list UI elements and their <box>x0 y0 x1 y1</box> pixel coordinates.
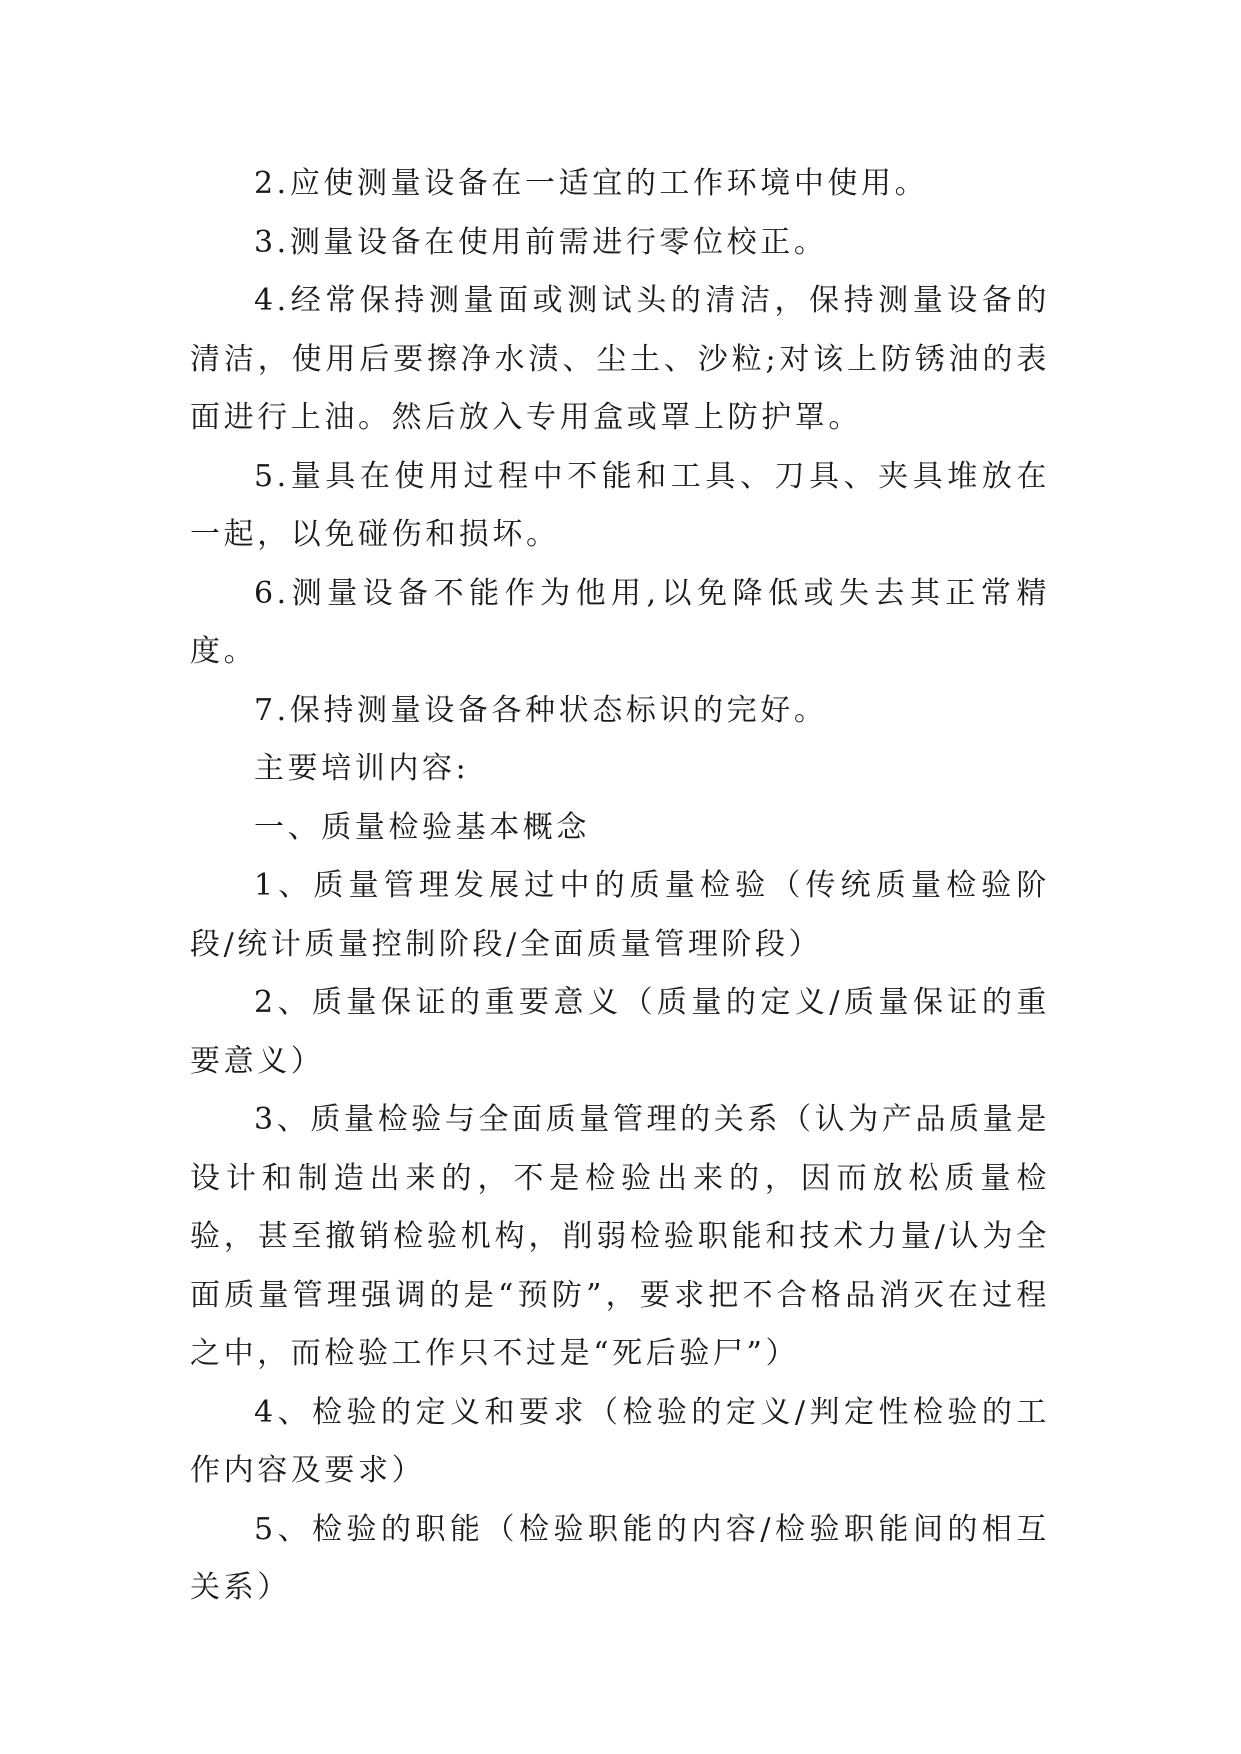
training-item-3: 3、质量检验与全面质量管理的关系（认为产品质量是设计和制造出来的，不是检验出来的，因而放松质量检验，甚至撤销检验机构，削弱检验职能和技术力量/认为全面质量管理强调的是“预防”，要求把不合格品消灭在过程之中，而检验工作只不过是“死后验尸”） <box>190 1102 1050 1371</box>
document-body <box>190 155 1050 1618</box>
training-item-4: 4、检验的定义和要求（检验的定义/判定性检验的工作内容及要求） <box>190 1394 1050 1488</box>
paragraph-item-2: 2.应使测量设备在一适宜的工作环境中使用。 <box>254 166 929 201</box>
training-content-heading: 主要培训内容: <box>254 751 470 786</box>
training-item-5: 5、检验的职能（检验职能的内容/检验职能间的相互关系） <box>190 1511 1050 1605</box>
paragraph-item-6: 6.测量设备不能作为他用,以免降低或失去其正常精度。 <box>190 575 1050 669</box>
training-item-2: 2、质量保证的重要意义（质量的定义/质量保证的重要意义） <box>190 985 1050 1079</box>
paragraph-item-4: 4.经常保持测量面或测试头的清洁，保持测量设备的清洁，使用后要擦净水渍、尘土、沙粒;对该上防锈油的表面进行上油。然后放入专用盒或罩上防护罩。 <box>190 283 1050 435</box>
section-heading-1: 一、质量检验基本概念 <box>254 809 590 845</box>
paragraph-item-3: 3.测量设备在使用前需进行零位校正。 <box>254 224 828 260</box>
paragraph-item-7: 7.保持测量设备各种状态标识的完好。 <box>254 692 828 728</box>
paragraph-item-5: 5.量具在使用过程中不能和工具、刀具、夹具堆放在一起，以免碰伤和损坏。 <box>190 458 1050 552</box>
training-item-1: 1、质量管理发展过中的质量检验（传统质量检验阶段/统计质量控制阶段/全面质量管理阶段） <box>190 868 1050 962</box>
